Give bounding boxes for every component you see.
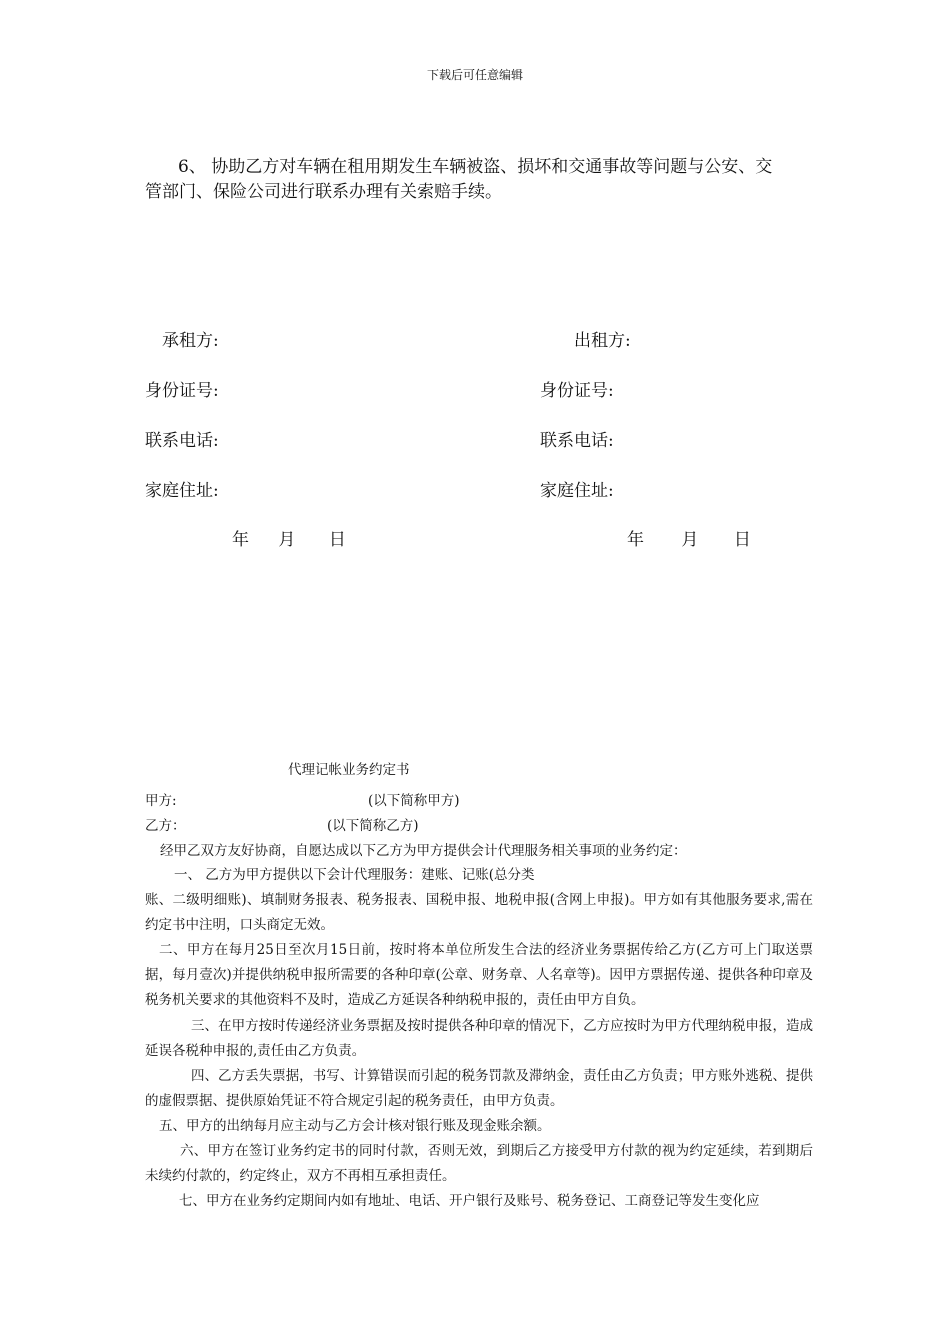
item-2: 二、甲方在每月25日至次月15日前，按时将本单位所发生合法的经济业务票据传给乙方(乙方可上门取送票据，每月壹次)并提供纳税申报所需要的各种印章(公章、财务章、人名章等)。因甲方票据传递、提供各种印章及税务机关要求的其他资料不及时，造成乙方延误各种纳税申报的，责任由甲方自负。 [145, 942, 813, 1008]
lessor-date-year: 年 [627, 530, 644, 550]
lessor-label: 出租方: [574, 331, 631, 351]
lessee-date [232, 525, 346, 550]
item-6: 六、甲方在签订业务约定书的同时付款，否则无效，到期后乙方接受甲方付款的视为约定延续，若到期后未续约付款的，约定终止，双方不再相互承担责任。 [145, 1143, 813, 1184]
item-1-rest: 账、二级明细账)、填制财务报表、税务报表、国税申报、地税申报(含网上申报)。甲方如有其他服务要求,需在约定书中注明，口头商定无效。 [145, 892, 813, 933]
party-b-label: 乙方： [145, 818, 186, 834]
lessor-date [627, 525, 751, 550]
lessor-date-month: 月 [681, 530, 699, 550]
lessee-id-label: 身份证号: [145, 381, 219, 401]
party-b-note: (以下简称乙方) [327, 818, 419, 834]
lessee-date-year: 年 [232, 530, 249, 550]
agreement-intro: 经甲乙双方友好协商，自愿达成以下乙方为甲方提供会计代理服务相关事项的业务约定： [160, 843, 687, 859]
item-5: 五、甲方的出纳每月应主动与乙方会计核对银行账及现金账余额。 [159, 1118, 551, 1134]
lessee-address-label: 家庭住址: [145, 481, 219, 501]
clause-6-line2: 管部门、保险公司进行联系办理有关索赔手续。 [145, 182, 502, 202]
lessee-date-month: 月 [278, 530, 296, 550]
item-4: 四、乙方丢失票据，书写、计算错误而引起的税务罚款及滞纳金，责任由乙方负责；甲方账外逃税、提供的虚假票据、提供原始凭证不符合规定引起的税务责任，由甲方负责。 [145, 1068, 813, 1109]
party-a-note: (以下简称甲方) [368, 793, 460, 809]
item-7: 七、甲方在业务约定期间内如有地址、电话、开户银行及账号、税务登记、工商登记等发生变化应 [179, 1193, 760, 1209]
lessor-date-day: 日 [733, 530, 751, 550]
party-a-label: 甲方: [145, 793, 177, 809]
lessor-phone-label: 联系电话: [540, 431, 614, 451]
item-1-line1: 一、 乙方为甲方提供以下会计代理服务：建账、记账(总分类 [174, 867, 535, 883]
lessor-id-label: 身份证号: [540, 381, 614, 401]
lessee-date-day: 日 [328, 530, 346, 550]
lessee-phone-label: 联系电话: [145, 431, 219, 451]
lessee-label: 承租方: [162, 331, 219, 351]
lessor-address-label: 家庭住址: [540, 481, 614, 501]
page-header: 下载后可任意编辑 [426, 68, 523, 82]
clause-6-line1: 6、 协助乙方对车辆在租用期发生车辆被盗、损坏和交通事故等问题与公安、交 [178, 157, 773, 177]
agreement-title: 代理记帐业务约定书 [288, 762, 410, 778]
item-3: 三、在甲方按时传递经济业务票据及按时提供各种印章的情况下，乙方应按时为甲方代理纳税申报，造成延误各税种申报的,责任由乙方负责。 [145, 1018, 813, 1059]
